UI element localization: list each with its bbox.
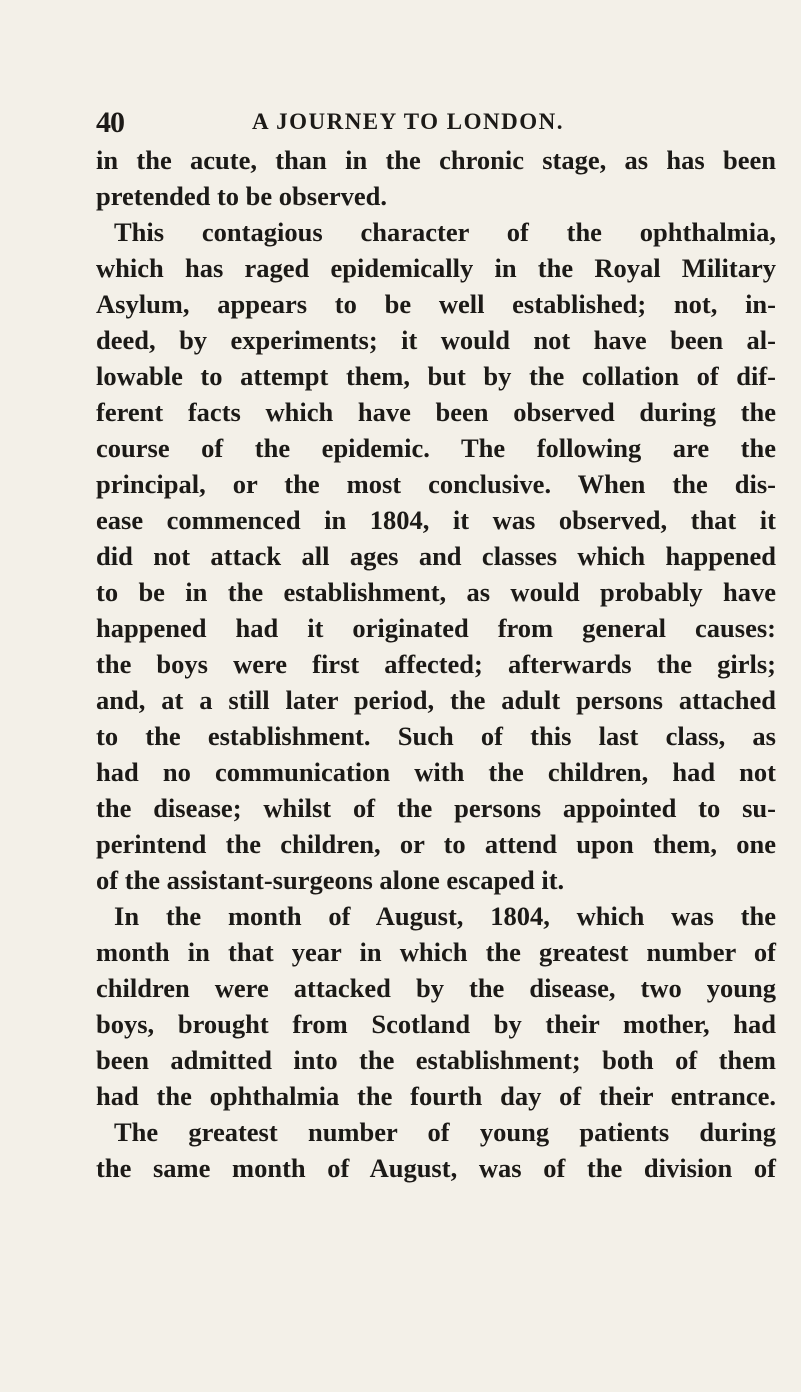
text-line: happened had it originated from general causes: xyxy=(96,613,776,643)
text-line: The greatest number of young patients during xyxy=(114,1117,776,1147)
text-line: the boys were first affected; afterwards the girls; xyxy=(96,649,776,679)
text-line: which has raged epidemically in the Royal Military xyxy=(96,253,776,283)
text-line: principal, or the most conclusive. When the dis- xyxy=(96,469,776,499)
text-line: of the assistant-surgeons alone escaped it. xyxy=(96,865,565,895)
text-line: month in that year in which the greatest number of xyxy=(96,937,776,967)
text-line: deed, by experiments; it would not have been al- xyxy=(96,325,776,355)
running-head xyxy=(96,106,776,146)
text-line: been admitted into the establishment; both of them xyxy=(96,1045,776,1075)
text-line: Asylum, appears to be well established; not, in- xyxy=(96,289,776,319)
page-number: 40 xyxy=(96,106,124,139)
running-title: A JOURNEY TO LONDON. xyxy=(252,109,565,134)
text-line: perintend the children, or to attend upon them, one xyxy=(96,829,776,859)
text-line: ease commenced in 1804, it was observed, that it xyxy=(96,505,776,535)
text-line: did not attack all ages and classes which happened xyxy=(96,541,776,571)
text-line: boys, brought from Scotland by their mother, had xyxy=(96,1009,776,1039)
text-line: in the acute, than in the chronic stage, as has been xyxy=(96,145,776,175)
text-line: to be in the establishment, as would probably have xyxy=(96,577,776,607)
text-line: to the establishment. Such of this last class, as xyxy=(96,721,776,751)
text-line: had the ophthalmia the fourth day of their entrance. xyxy=(96,1081,776,1111)
text-line: lowable to attempt them, but by the collation of dif- xyxy=(96,361,776,391)
text-line: course of the epidemic. The following are the xyxy=(96,433,776,463)
text-line: children were attacked by the disease, two young xyxy=(96,973,776,1003)
body-text xyxy=(96,142,776,1186)
text-line: and, at a still later period, the adult persons attached xyxy=(96,685,776,715)
text-line: pretended to be observed. xyxy=(96,181,387,211)
text-line: ferent facts which have been observed during the xyxy=(96,397,776,427)
text-line: had no communication with the children, had not xyxy=(96,757,776,787)
text-line: In the month of August, 1804, which was the xyxy=(114,901,776,931)
text-line: the disease; whilst of the persons appointed to su- xyxy=(96,793,776,823)
text-line: the same month of August, was of the division of xyxy=(96,1153,776,1183)
text-line: This contagious character of the ophthalmia, xyxy=(114,217,776,247)
